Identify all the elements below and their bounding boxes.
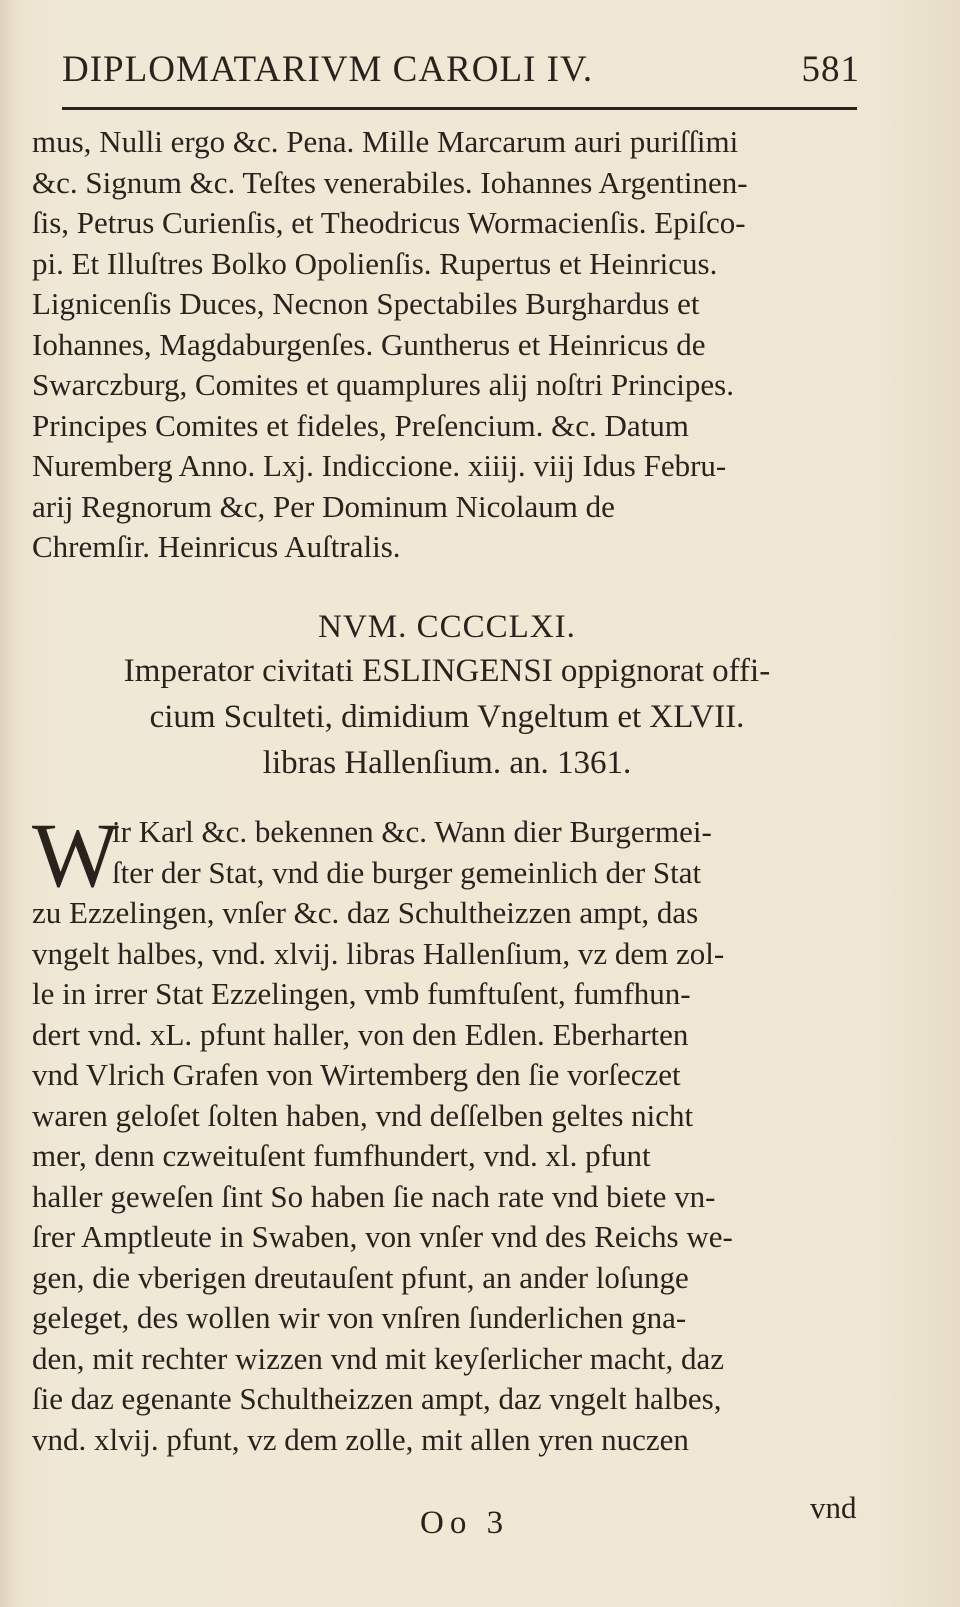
text-line: vngelt halbes, vnd. xlvij. libras Hallenſium, vz dem zol- bbox=[32, 935, 725, 971]
text-line: le in irrer Stat Ezzelingen, vmb fumftuſent, fumfhun- bbox=[32, 976, 691, 1011]
text-line: waren geloſet ſolten haben, vnd deſſelben geltes nicht bbox=[32, 1097, 694, 1133]
signature-mark: Oo 3 bbox=[420, 1505, 510, 1541]
text-line: ſrer Amptleute in Swaben, von vnſer vnd des Reichs we- bbox=[32, 1219, 733, 1254]
header-rule bbox=[62, 107, 857, 110]
catchword: vnd bbox=[810, 1490, 857, 1525]
text-line: haller geweſen ſint So haben ſie nach rate vnd biete vn- bbox=[32, 1178, 716, 1214]
text-line: ir Karl &c. bekennen &c. Wann dier Burgermei- bbox=[112, 814, 712, 849]
document-heading bbox=[32, 606, 862, 786]
document-number: NVM. CCCCLXI. bbox=[318, 609, 576, 645]
text-line: Lignicenſis Duces, Necnon Spectabiles Burghardus et bbox=[32, 286, 700, 321]
text-line: geleget, des wollen wir von vnſren ſunderlichen gna- bbox=[32, 1300, 687, 1335]
text-line: dert vnd. xL. pfunt haller, von den Edlen. Eberharten bbox=[32, 1016, 689, 1052]
document-title-line: libras Hallenſium. an. 1361. bbox=[262, 745, 632, 781]
text-line: Swarczburg, Comites et quamplures alij noſtri Principes. bbox=[32, 367, 734, 402]
text-line: Nuremberg Anno. Lxj. Indiccione. xiiij. viij Idus Febru- bbox=[32, 448, 727, 483]
text-line: &c. Signum &c. Teſtes venerabiles. Iohannes Argentinen- bbox=[32, 164, 748, 200]
text-line: vnd Vlrich Grafen von Wirtemberg den ſie vorſeczet bbox=[32, 1057, 681, 1092]
running-head-title: DIPLOMATARIVM CAROLI IV. bbox=[62, 49, 594, 90]
page-number: 581 bbox=[801, 49, 860, 90]
text-line: Chremſir. Heinricus Auſtralis. bbox=[32, 529, 401, 564]
charter-text-continued bbox=[32, 122, 862, 568]
charter-text bbox=[32, 804, 862, 1460]
text-line: zu Ezzelingen, vnſer &c. daz Schultheizzen ampt, das bbox=[32, 895, 699, 930]
text-line: pi. Et Illuſtres Bolko Opolienſis. Rupertus et Heinricus. bbox=[32, 245, 718, 281]
text-line: Iohannes, Magdaburgenſes. Guntherus et Heinricus de bbox=[32, 326, 706, 362]
text-line: ſter der Stat, vnd die burger gemeinlich der Stat bbox=[112, 854, 702, 890]
running-head bbox=[62, 48, 860, 91]
drop-cap: W bbox=[32, 804, 119, 906]
text-line: arij Regnorum &c, Per Dominum Nicolaum de bbox=[32, 488, 615, 524]
text-line: vnd. xlvij. pfunt, vz dem zolle, mit allen yren nuczen bbox=[32, 1421, 689, 1457]
document-title-line: cium Sculteti, dimidium Vngeltum et XLVII. bbox=[149, 699, 745, 735]
text-line: Principes Comites et fideles, Preſencium. &c. Datum bbox=[32, 407, 689, 443]
text-line: ſie daz egenante Schultheizzen ampt, daz vngelt halbes, bbox=[32, 1381, 722, 1416]
document-title-line: Imperator civitati ESLINGENSI oppignorat offi- bbox=[123, 653, 771, 689]
text-line: gen, die vberigen dreutauſent pfunt, an ander loſunge bbox=[32, 1259, 689, 1295]
text-line: mus, Nulli ergo &c. Pena. Mille Marcarum auri puriſſimi bbox=[32, 124, 739, 159]
text-line: ſis, Petrus Curienſis, et Theodricus Wormacienſis. Epiſco- bbox=[32, 205, 746, 240]
text-line: mer, denn czweituſent fumfhundert, vnd. xl. pfunt bbox=[32, 1138, 651, 1173]
text-line: den, mit rechter wizzen vnd mit keyſerlicher macht, daz bbox=[32, 1340, 725, 1376]
